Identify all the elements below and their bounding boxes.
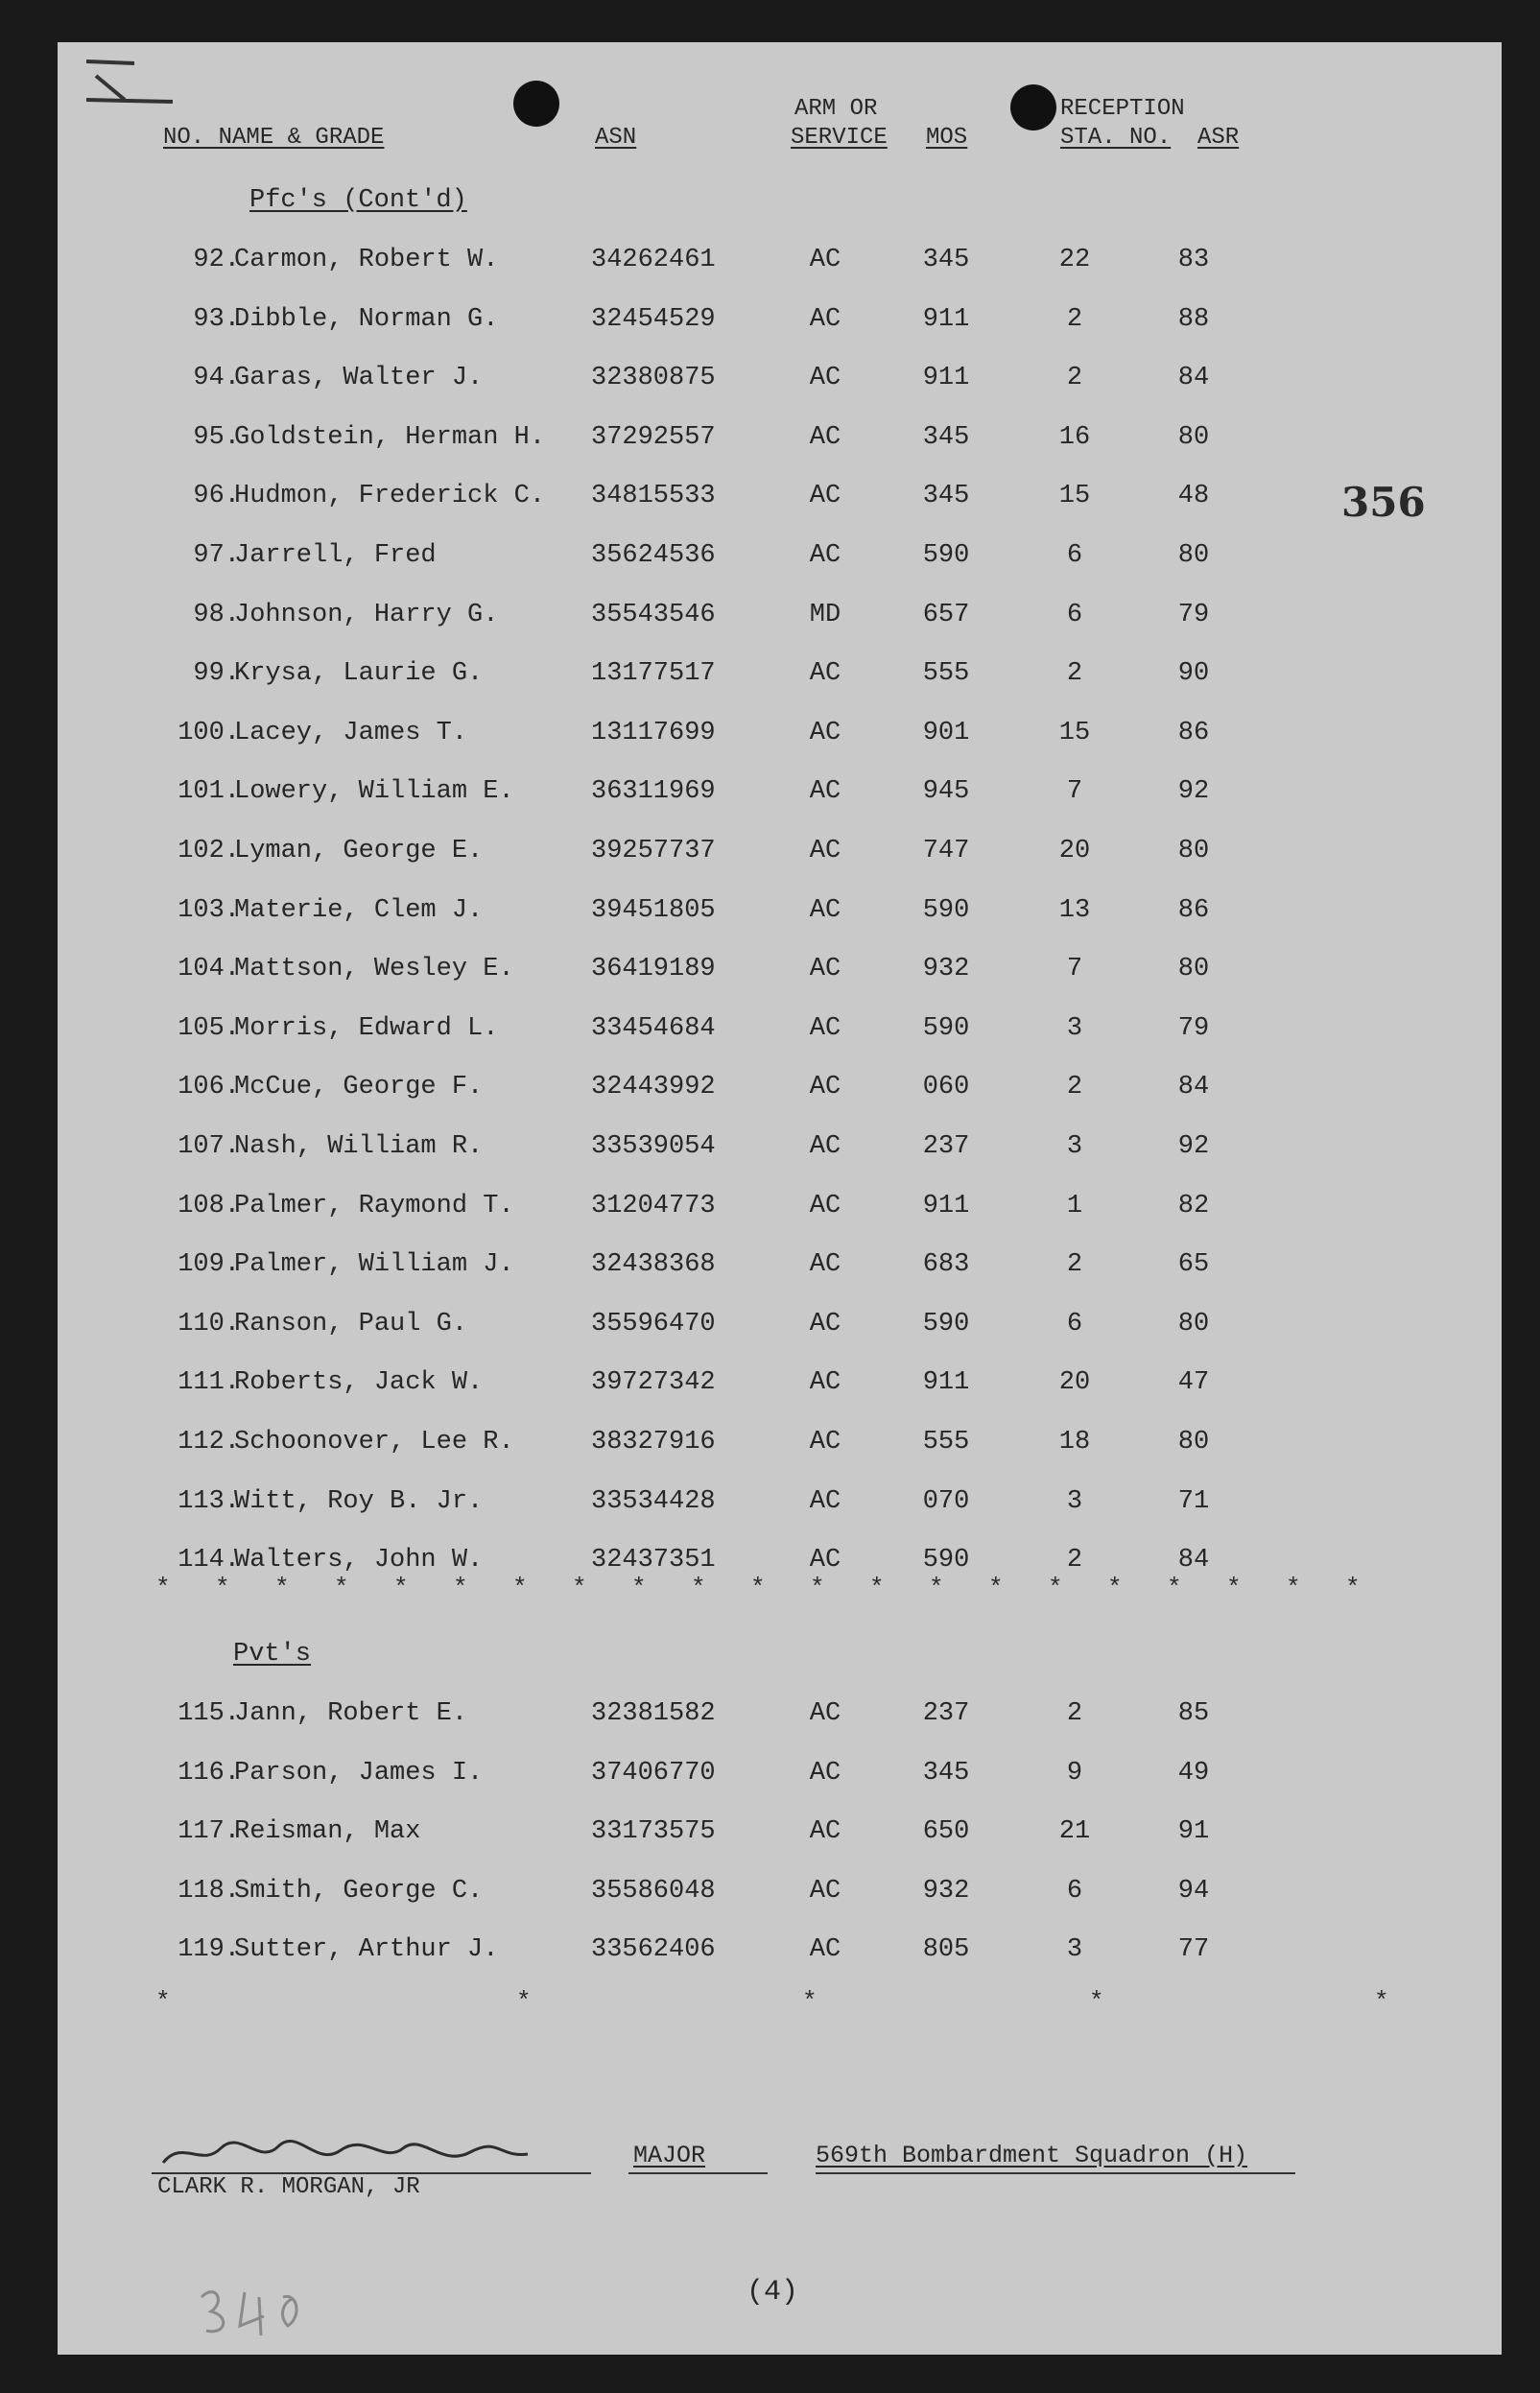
cell-no: 105.: [178, 1013, 240, 1043]
cell-sta: 9: [1066, 1758, 1083, 1788]
cell-sta: 2: [1066, 304, 1083, 334]
cell-mos: 747: [922, 837, 970, 865]
cell-arm: AC: [809, 718, 841, 747]
cell-arm: AC: [809, 1699, 841, 1728]
table-row: [58, 1310, 1502, 1348]
cell-arm: AC: [809, 955, 841, 984]
cell-no: 111.: [178, 1368, 240, 1398]
cell-sta: 2: [1066, 364, 1083, 393]
table-row: [58, 482, 1502, 520]
cell-name: Morris, Edward L.: [234, 1013, 499, 1043]
cell-sta: 6: [1066, 1309, 1083, 1339]
table-row: [58, 896, 1502, 935]
table-row: [58, 364, 1502, 402]
star-mark: *: [750, 1574, 766, 1602]
cell-name: Dibble, Norman G.: [234, 304, 499, 334]
table-row: [58, 719, 1502, 757]
cell-sta: 22: [1058, 246, 1091, 274]
cell-asr: 84: [1177, 364, 1210, 393]
margin-mark: 356: [1341, 479, 1426, 526]
cell-asr: 86: [1177, 895, 1210, 925]
cell-sta: 18: [1058, 1428, 1091, 1457]
cell-asn: 36419189: [591, 955, 716, 984]
cell-name: Nash, William R.: [234, 1132, 484, 1161]
cell-mos: 590: [922, 1013, 970, 1043]
cell-mos: 805: [922, 1935, 970, 1965]
star-mark: *: [1345, 1574, 1361, 1602]
cell-asr: 91: [1177, 1817, 1210, 1847]
cell-asr: 84: [1177, 1546, 1210, 1576]
cell-arm: AC: [809, 246, 841, 274]
header-arm-bottom: SERVICE: [791, 125, 888, 151]
star-mark: *: [988, 1574, 1004, 1602]
header-reception-bottom: STA. NO.: [1060, 125, 1172, 151]
cell-sta: 3: [1066, 1013, 1083, 1043]
cell-asn: 13177517: [591, 659, 716, 689]
cell-asr: 83: [1177, 246, 1210, 274]
cell-asn: 36311969: [591, 777, 716, 807]
cell-sta: 13: [1058, 895, 1091, 925]
cell-asn: 32380875: [591, 364, 716, 393]
cell-mos: 590: [922, 1546, 970, 1576]
cell-no: 115.: [178, 1699, 240, 1728]
table-row: [58, 1192, 1502, 1230]
cell-name: Johnson, Harry G.: [234, 600, 499, 629]
cell-mos: 237: [922, 1699, 970, 1728]
cell-mos: 657: [922, 600, 970, 629]
cell-asn: 33173575: [591, 1817, 716, 1847]
cell-arm: AC: [809, 1758, 841, 1788]
table-row: [58, 541, 1502, 580]
table-row: [58, 601, 1502, 639]
page-number: (4): [746, 2276, 799, 2309]
cell-sta: 20: [1058, 1368, 1091, 1398]
cell-asr: 80: [1177, 837, 1210, 865]
cell-no: 97.: [193, 541, 240, 570]
cell-asn: 34815533: [591, 482, 716, 511]
cell-sta: 2: [1066, 1250, 1083, 1280]
cell-name: Palmer, William J.: [234, 1250, 514, 1280]
cell-no: 98.: [193, 600, 240, 629]
unit-line: [816, 2172, 1295, 2174]
cell-sta: 6: [1066, 600, 1083, 629]
star-mark: *: [572, 1574, 587, 1602]
table-row: [58, 1935, 1502, 1974]
table-row: [58, 1487, 1502, 1526]
cell-asn: 37292557: [591, 422, 716, 452]
table-row: [58, 955, 1502, 993]
cell-mos: 345: [922, 482, 970, 511]
cell-no: 103.: [178, 895, 240, 925]
cell-mos: 590: [922, 1309, 970, 1339]
cell-name: Materie, Clem J.: [234, 895, 484, 925]
cell-arm: AC: [809, 541, 841, 570]
cell-asn: 39451805: [591, 895, 716, 925]
header-arm-top: ARM OR: [794, 96, 878, 122]
cell-name: Witt, Roy B. Jr.: [234, 1486, 484, 1516]
cell-sta: 7: [1066, 777, 1083, 807]
header-asr: ASR: [1197, 125, 1240, 151]
cell-asn: 39257737: [591, 837, 716, 865]
cell-arm: AC: [809, 1191, 841, 1220]
punch-hole-right: [1010, 84, 1056, 130]
cell-asr: 79: [1177, 600, 1210, 629]
cell-arm: AC: [809, 364, 841, 393]
cell-asn: 39727342: [591, 1368, 716, 1398]
star-mark: *: [1374, 1987, 1389, 2016]
table-row: [58, 777, 1502, 816]
cell-no: 94.: [193, 364, 240, 393]
table-row: [58, 1368, 1502, 1407]
star-mark: *: [274, 1574, 290, 1602]
cell-no: 110.: [178, 1309, 240, 1339]
cell-mos: 590: [922, 895, 970, 925]
table-row: [58, 1699, 1502, 1738]
cell-asr: 86: [1177, 718, 1210, 747]
cell-name: Schoonover, Lee R.: [234, 1428, 514, 1457]
cell-asr: 84: [1177, 1073, 1210, 1102]
cell-asr: 94: [1177, 1876, 1210, 1906]
star-divider: [58, 1574, 1502, 1602]
star-mark: *: [516, 1987, 532, 2016]
cell-mos: 345: [922, 246, 970, 274]
cell-sta: 6: [1066, 1876, 1083, 1906]
cell-arm: AC: [809, 1428, 841, 1457]
cell-no: 118.: [178, 1876, 240, 1906]
cell-sta: 21: [1058, 1817, 1091, 1847]
cell-name: Hudmon, Frederick C.: [234, 482, 546, 511]
cell-name: Lowery, William E.: [234, 777, 514, 807]
cell-sta: 3: [1066, 1486, 1083, 1516]
cell-no: 119.: [178, 1935, 240, 1965]
table-row: [58, 305, 1502, 344]
star-mark: *: [334, 1574, 349, 1602]
cell-no: 116.: [178, 1758, 240, 1788]
cell-name: Sutter, Arthur J.: [234, 1935, 499, 1965]
cell-name: Krysa, Laurie G.: [234, 659, 484, 689]
header-reception-top: RECEPTION: [1060, 96, 1185, 122]
cell-mos: 901: [922, 718, 970, 747]
star-mark: *: [802, 1987, 817, 2016]
cell-name: Walters, John W.: [234, 1546, 484, 1576]
cell-asn: 32438368: [591, 1250, 716, 1280]
star-mark: *: [453, 1574, 468, 1602]
cell-arm: AC: [809, 777, 841, 807]
cell-asr: 65: [1177, 1250, 1210, 1280]
cell-name: Roberts, Jack W.: [234, 1368, 484, 1398]
star-mark: *: [1048, 1574, 1063, 1602]
star-mark: *: [1286, 1574, 1301, 1602]
star-mark: *: [155, 1574, 171, 1602]
handwritten-signature: [154, 2129, 537, 2177]
cell-mos: 060: [922, 1073, 970, 1102]
cell-arm: AC: [809, 1546, 841, 1576]
cell-name: Palmer, Raymond T.: [234, 1191, 514, 1220]
cell-sta: 16: [1058, 422, 1091, 452]
star-mark: *: [1089, 1987, 1104, 2016]
cell-asn: 32381582: [591, 1699, 716, 1728]
cell-asn: 37406770: [591, 1758, 716, 1788]
cell-asn: 35624536: [591, 541, 716, 570]
cell-mos: 555: [922, 1428, 970, 1457]
cell-name: Carmon, Robert W.: [234, 246, 499, 274]
cell-no: 102.: [178, 837, 240, 865]
star-mark: *: [1107, 1574, 1123, 1602]
cell-arm: AC: [809, 1073, 841, 1102]
cell-mos: 911: [922, 1368, 970, 1398]
cell-sta: 20: [1058, 837, 1091, 865]
cell-no: 107.: [178, 1132, 240, 1161]
cell-sta: 2: [1066, 1073, 1083, 1102]
cell-asn: 32437351: [591, 1546, 716, 1576]
cell-asr: 71: [1177, 1486, 1210, 1516]
signatory-name: CLARK R. MORGAN, JR: [157, 2174, 420, 2200]
cell-sta: 7: [1066, 955, 1083, 984]
cell-arm: AC: [809, 422, 841, 452]
cell-no: 113.: [178, 1486, 240, 1516]
pencil-annotation: [192, 2278, 326, 2345]
cell-sta: 3: [1066, 1935, 1083, 1965]
cell-mos: 911: [922, 364, 970, 393]
cell-mos: 932: [922, 955, 970, 984]
cell-mos: 650: [922, 1817, 970, 1847]
cell-no: 117.: [178, 1817, 240, 1847]
cell-mos: 683: [922, 1250, 970, 1280]
star-mark: *: [1167, 1574, 1182, 1602]
cell-asn: 33539054: [591, 1132, 716, 1161]
signatory-unit: 569th Bombardment Squadron (H): [816, 2142, 1248, 2169]
star-divider-end: [58, 1987, 1502, 2016]
table-row: [58, 1759, 1502, 1797]
table-row: [58, 1014, 1502, 1053]
cell-sta: 15: [1058, 718, 1091, 747]
cell-no: 112.: [178, 1428, 240, 1457]
cell-asr: 77: [1177, 1935, 1210, 1965]
cell-no: 95.: [193, 422, 240, 452]
cell-asn: 34262461: [591, 246, 716, 274]
cell-mos: 590: [922, 541, 970, 570]
cell-sta: 2: [1066, 659, 1083, 689]
section-title-pfcs: Pfc's (Cont'd): [249, 186, 467, 215]
cell-name: McCue, George F.: [234, 1073, 484, 1102]
cell-arm: AC: [809, 1486, 841, 1516]
cell-arm: AC: [809, 1013, 841, 1043]
cell-sta: 15: [1058, 482, 1091, 511]
cell-arm: AC: [809, 895, 841, 925]
cell-no: 106.: [178, 1073, 240, 1102]
cell-arm: AC: [809, 1250, 841, 1280]
cell-asr: 88: [1177, 304, 1210, 334]
cell-sta: 2: [1066, 1546, 1083, 1576]
header-no-name-grade: NO. NAME & GRADE: [163, 125, 385, 151]
cell-mos: 945: [922, 777, 970, 807]
cell-name: Ranson, Paul G.: [234, 1309, 468, 1339]
cell-mos: 555: [922, 659, 970, 689]
cell-asr: 90: [1177, 659, 1210, 689]
document-page: [58, 42, 1502, 2355]
cell-asr: 85: [1177, 1699, 1210, 1728]
cell-arm: AC: [809, 482, 841, 511]
cell-name: Jarrell, Fred: [234, 541, 437, 570]
table-row: [58, 1250, 1502, 1289]
table-row: [58, 1877, 1502, 1915]
star-mark: *: [393, 1574, 409, 1602]
cell-asr: 47: [1177, 1368, 1210, 1398]
cell-no: 100.: [178, 718, 240, 747]
cell-asn: 38327916: [591, 1428, 716, 1457]
cell-name: Jann, Robert E.: [234, 1699, 468, 1728]
cell-arm: AC: [809, 659, 841, 689]
cell-asr: 80: [1177, 422, 1210, 452]
cell-mos: 345: [922, 1758, 970, 1788]
cell-asn: 35586048: [591, 1876, 716, 1906]
cell-no: 93.: [193, 304, 240, 334]
cell-asn: 33454684: [591, 1013, 716, 1043]
cell-sta: 3: [1066, 1132, 1083, 1161]
cell-no: 104.: [178, 955, 240, 984]
cell-name: Garas, Walter J.: [234, 364, 484, 393]
cell-name: Lyman, George E.: [234, 837, 484, 865]
table-row: [58, 659, 1502, 698]
cell-sta: 2: [1066, 1699, 1083, 1728]
cell-name: Parson, James I.: [234, 1758, 484, 1788]
cell-name: Reisman, Max: [234, 1817, 421, 1847]
cell-no: 101.: [178, 777, 240, 807]
cell-arm: AC: [809, 1132, 841, 1161]
section-title-pvts: Pvt's: [233, 1640, 312, 1669]
cell-name: Mattson, Wesley E.: [234, 955, 514, 984]
star-mark: *: [929, 1574, 944, 1602]
table-row: [58, 1428, 1502, 1466]
cell-asr: 48: [1177, 482, 1210, 511]
cell-asn: 13117699: [591, 718, 716, 747]
cell-name: Smith, George C.: [234, 1876, 484, 1906]
star-mark: *: [691, 1574, 706, 1602]
table-row: [58, 1817, 1502, 1856]
cell-asr: 49: [1177, 1758, 1210, 1788]
cell-asr: 92: [1177, 1132, 1210, 1161]
cell-asn: 35596470: [591, 1309, 716, 1339]
star-mark: *: [512, 1574, 528, 1602]
cell-arm: AC: [809, 1876, 841, 1906]
cell-no: 108.: [178, 1191, 240, 1220]
cell-arm: MD: [809, 600, 841, 629]
cell-name: Goldstein, Herman H.: [234, 422, 546, 452]
cell-sta: 1: [1066, 1191, 1083, 1220]
cell-arm: AC: [809, 1368, 841, 1398]
cell-arm: AC: [809, 1309, 841, 1339]
table-row: [58, 246, 1502, 284]
cell-arm: AC: [809, 1935, 841, 1965]
cell-asr: 82: [1177, 1191, 1210, 1220]
table-row: [58, 837, 1502, 875]
cell-mos: 932: [922, 1876, 970, 1906]
table-row: [58, 1132, 1502, 1171]
cell-arm: AC: [809, 837, 841, 865]
star-mark: *: [1226, 1574, 1242, 1602]
cell-arm: AC: [809, 1817, 841, 1847]
cell-mos: 911: [922, 304, 970, 334]
cell-mos: 070: [922, 1486, 970, 1516]
cell-asn: 35543546: [591, 600, 716, 629]
cell-asn: 31204773: [591, 1191, 716, 1220]
cell-asr: 80: [1177, 1428, 1210, 1457]
star-mark: *: [810, 1574, 825, 1602]
cell-asr: 80: [1177, 1309, 1210, 1339]
cell-arm: AC: [809, 304, 841, 334]
cell-asn: 32443992: [591, 1073, 716, 1102]
header-mos: MOS: [926, 125, 968, 151]
rank-line: [628, 2172, 768, 2174]
cell-asr: 80: [1177, 955, 1210, 984]
cell-asr: 79: [1177, 1013, 1210, 1043]
table-row: [58, 1073, 1502, 1111]
cell-no: 92.: [193, 246, 240, 274]
cell-no: 109.: [178, 1250, 240, 1280]
cell-mos: 345: [922, 422, 970, 452]
signatory-rank: MAJOR: [633, 2142, 706, 2169]
cell-asr: 80: [1177, 541, 1210, 570]
corner-marking: [67, 42, 182, 119]
cell-sta: 6: [1066, 541, 1083, 570]
star-mark: *: [631, 1574, 647, 1602]
cell-asr: 92: [1177, 777, 1210, 807]
cell-asn: 33534428: [591, 1486, 716, 1516]
cell-mos: 911: [922, 1191, 970, 1220]
cell-no: 114.: [178, 1546, 240, 1576]
star-mark: *: [215, 1574, 230, 1602]
cell-no: 99.: [193, 659, 240, 689]
cell-mos: 237: [922, 1132, 970, 1161]
star-mark: *: [155, 1987, 171, 2016]
cell-asn: 32454529: [591, 304, 716, 334]
star-mark: *: [869, 1574, 885, 1602]
header-asn: ASN: [595, 125, 637, 151]
table-row: [58, 423, 1502, 462]
cell-asn: 33562406: [591, 1935, 716, 1965]
cell-name: Lacey, James T.: [234, 718, 468, 747]
punch-hole-left: [513, 81, 559, 127]
cell-no: 96.: [193, 482, 240, 511]
